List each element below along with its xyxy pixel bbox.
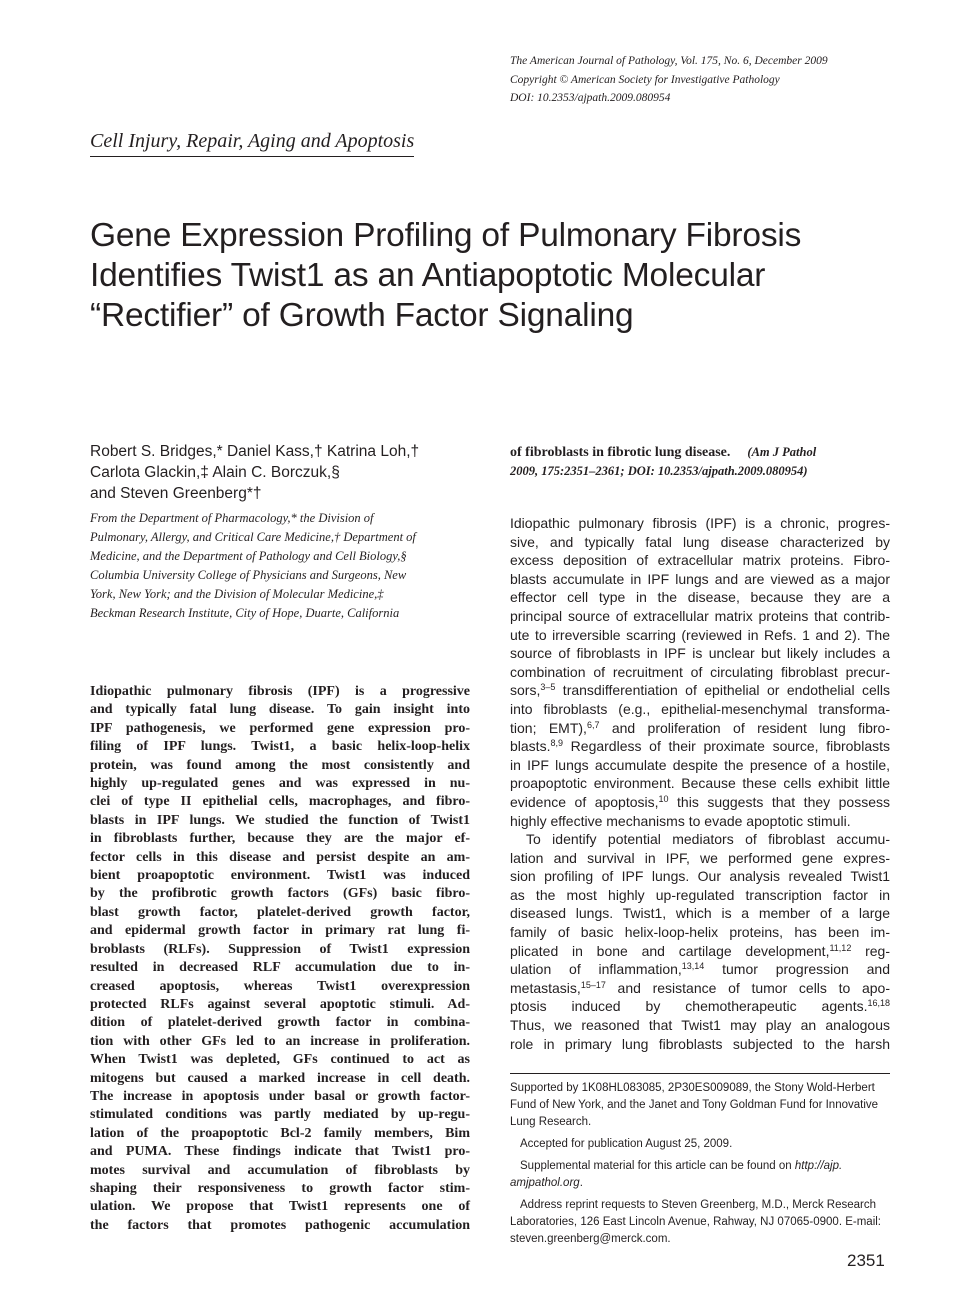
abstract-line: blasts in IPF lungs. We studied the function of Twist1	[90, 812, 470, 828]
body-line: in IPF lungs accumulate despite the presence of a hostile,	[510, 756, 890, 773]
reference-superscript[interactable]: 13,14	[681, 961, 705, 972]
affiliation-line: Pulmonary, Allergy, and Critical Care Medicine,† Department of	[90, 530, 416, 544]
reprint-note	[510, 1197, 890, 1248]
body-line: To identify potential mediators of fibroblast accumu-	[526, 831, 890, 848]
abstract-line: bient proapoptotic environment. Twist1 was induced	[90, 868, 470, 884]
body-line: proapoptotic environment. Because these cells exhibit little	[510, 775, 890, 792]
abstract-line: fector cells in this disease and persist despite an am-	[90, 849, 470, 865]
author-list	[90, 441, 480, 504]
abstract-line: the factors that promotes pathogenic accumulation	[90, 1217, 470, 1233]
abstract-last-line: of fibroblasts in fibrotic lung disease.	[510, 445, 731, 460]
body-line: effector cell type in the disease, because they are a	[510, 589, 890, 606]
abstract-line: by the profibrotic growth factors (GFs) basic fibro-	[90, 886, 470, 902]
abstract-line: shaping their responsiveness to growth factor stim-	[90, 1180, 470, 1196]
affiliation-line: From the Department of Pharmacology,* the Division of	[90, 511, 374, 525]
author-line: Carlota Glackin,‡ Alain C. Borczuk,§	[90, 464, 340, 481]
abstract-line: When Twist1 was depleted, GFs continued to act as	[90, 1052, 470, 1068]
title-line: “Rectifier” of Growth Factor Signaling	[90, 297, 634, 334]
author-line: Robert S. Bridges,* Daniel Kass,† Katrina Loh,†	[90, 443, 420, 460]
funding-line: Supported by 1K08HL083085, 2P30ES009089, the Stony Wold-Herbert	[510, 1082, 875, 1094]
reprint-line: Address reprint requests to Steven Greenberg, M.D., Merck Research	[520, 1199, 877, 1211]
abstract-line: and typically fatal lung disease. To gain insight into	[90, 702, 470, 718]
reprint-line: Laboratories, 126 East Lincoln Avenue, Rahway, NJ 07065-0900. E-mail:	[510, 1216, 881, 1228]
abstract-line: ulation. We propose that Twist1 represents one of	[90, 1199, 470, 1215]
abstract-continuation	[510, 443, 890, 481]
affiliation-line: York, New York; and the Division of Molecular Medicine,‡	[90, 587, 384, 601]
supplemental-note: Supplemental material for this article can be found on http://ajp.	[520, 1160, 843, 1172]
footnotes	[510, 1080, 890, 1248]
abstract-line: motes survival and accumulation of fibroblasts by	[90, 1162, 470, 1178]
body-line: into fibroblasts (e.g., epithelial-mesenchymal transforma-	[510, 700, 890, 717]
body-line: sors,$^{3-5}$ transdifferentiation of epithelial or endothelial cells	[510, 682, 890, 699]
citation-part1: (Am J Pathol	[747, 445, 817, 459]
supplemental-link-cont[interactable]: amjpathol.org	[510, 1177, 580, 1189]
abstract	[90, 683, 470, 1235]
affiliation-line: Medicine, and the Department of Pathology and Cell Biology,§	[90, 549, 407, 563]
reference-superscript[interactable]: 6,7	[586, 719, 600, 730]
body-line: sion profiling of IPF lungs. Our analysis revealed Twist1	[510, 868, 890, 885]
journal-citation: The American Journal of Pathology, Vol. 175, No. 6, December 2009	[510, 55, 828, 67]
body-line: highly effective mechanisms to evade apoptotic stimuli.	[510, 812, 851, 829]
body-line: ptosis induced by chemotherapeutic agents.$^{16,18}$	[510, 998, 890, 1015]
body-line: excess deposition of extracellular matrix proteins. Fibro-	[510, 552, 890, 569]
section-heading: Cell Injury, Repair, Aging and Apoptosis	[90, 130, 414, 157]
funding-line: Lung Research.	[510, 1116, 592, 1128]
body-line: as the most highly up-regulated transcription factor in	[510, 886, 890, 903]
page-number: 2351	[847, 1251, 885, 1270]
footnote-divider	[510, 1073, 890, 1074]
abstract-line: lation of the proapoptotic Bcl-2 family members, Bim	[90, 1125, 470, 1141]
supplemental-link[interactable]: http://ajp.	[794, 1160, 843, 1172]
accepted-note: Accepted for publication August 25, 2009.	[520, 1138, 733, 1150]
abstract-line: dition of platelet-derived growth factor in combina-	[90, 1015, 470, 1031]
body-line: combination of recruitment of circulating fibroblast precur-	[510, 663, 890, 680]
body-line: role in primary lung fibroblasts subjected to the harsh	[510, 1035, 890, 1052]
affiliation-line: Beckman Research Institute, City of Hope, Duarte, California	[90, 606, 400, 620]
body-line: ute to irreversible scarring (reviewed in Refs. 1 and 2). The	[510, 626, 890, 643]
title-line: Gene Expression Profiling of Pulmonary Fibrosis	[90, 217, 802, 254]
affiliations	[90, 509, 475, 623]
abstract-line: The increase in apoptosis under basal or growth factor-	[90, 1088, 470, 1104]
body-line: diseased lungs. Twist1, which is a member of a large	[510, 905, 890, 922]
body-line: blasts.$^{8,9}$ Regardless of their proximate source, fibroblasts	[510, 738, 890, 755]
body-line: ulation of inflammation,$^{13,14}$ tumor progression and	[510, 961, 890, 978]
body-line: Thus, we reasoned that Twist1 may play an analogous	[510, 1017, 890, 1034]
body-line: family of basic helix-loop-helix proteins, has been im-	[510, 924, 890, 941]
author-line: and Steven Greenberg*†	[90, 485, 262, 502]
abstract-line: tion with other GFs led to an increase in proliferation.	[90, 1033, 470, 1049]
reference-superscript[interactable]: 16,18	[867, 998, 890, 1009]
abstract-line: in fibroblasts further, because they are the major ef-	[90, 831, 470, 847]
abstract-line: blast growth factor, platelet-derived growth factor,	[90, 904, 470, 920]
funding-note	[510, 1080, 890, 1131]
reference-superscript[interactable]: 11,12	[829, 942, 852, 953]
copyright-line: Copyright © American Society for Investigative Pathology	[510, 73, 780, 86]
funding-line: Fund of New York, and the Janet and Tony Goldman Fund for Innovative	[510, 1099, 879, 1111]
body-line: source of fibroblasts in IPF is unclear but likely includes a	[510, 645, 890, 662]
body-line: evidence of apoptosis,$^{10}$ this suggests that they possess	[510, 793, 890, 810]
abstract-line: filing of IPF lungs. Twist1, a basic helix-loop-helix	[90, 739, 470, 755]
abstract-line: and epidermal growth factor in primary rat lung fi-	[90, 923, 470, 939]
abstract-line: creased apoptosis, whereas Twist1 overexpression	[90, 978, 470, 994]
affiliation-line: Columbia University College of Physicians and Surgeons, New	[90, 568, 407, 582]
title-line: Identifies Twist1 as an Antiapoptotic Molecular	[90, 257, 766, 294]
journal-header	[510, 52, 930, 108]
body-line: tion; EMT),$^{6,7}$ and proliferation of resident lung fibro-	[510, 719, 890, 736]
reference-superscript[interactable]: 10	[658, 793, 669, 804]
body-line: blasts accumulate in IPF lungs and are viewed as a major	[510, 570, 890, 587]
abstract-line: resulted in decreased RLF accumulation due to in-	[90, 960, 470, 976]
abstract-line: Idiopathic pulmonary fibrosis (IPF) is a progressive	[90, 684, 470, 699]
reference-superscript[interactable]: 3–5	[540, 682, 556, 693]
abstract-line: clei of type II epithelial cells, macrophages, and fibro-	[90, 794, 470, 810]
abstract-line: broblasts (RLFs). Suppression of Twist1 expression	[90, 941, 470, 957]
abstract-line: IPF pathogenesis, we performed gene expression pro-	[90, 720, 470, 736]
supplemental-note-cont: amjpathol.org.	[510, 1177, 583, 1189]
reference-superscript[interactable]: 15–17	[580, 979, 606, 990]
abstract-line: mitogens but caused a marked increase in cell death.	[90, 1070, 470, 1086]
body-line: principal source of extracellular matrix proteins that contrib-	[510, 607, 890, 624]
body-text	[510, 514, 890, 1053]
abstract-line: and PUMA. These findings indicate that Twist1 pro-	[90, 1144, 470, 1160]
abstract-line: protected RLFs against several apoptotic stimuli. Ad-	[90, 996, 470, 1012]
body-line: plicated in bone and cartilage development,$^{11,12}$ reg-	[510, 942, 890, 959]
article-title	[90, 216, 890, 336]
abstract-line: protein, was found among the most consistently and	[90, 757, 470, 773]
body-line: metastasis,$^{15-17}$ and resistance of tumor cells to apo-	[510, 979, 890, 996]
abstract-line: stimulated conditions was partly mediated by up-regu-	[90, 1107, 470, 1123]
body-line: sive, and typically fatal lung disease characterized by	[510, 533, 890, 550]
reference-superscript[interactable]: 8,9	[550, 738, 563, 749]
citation-part2: 2009, 175:2351–2361; DOI: 10.2353/ajpath.2009.080954)	[510, 464, 808, 478]
body-line: Idiopathic pulmonary fibrosis (IPF) is a chronic, progres-	[510, 515, 890, 531]
body-line: lation and survival in IPF, we performed gene expres-	[510, 849, 890, 866]
reprint-line: steven.greenberg@merck.com.	[510, 1233, 671, 1245]
abstract-line: highly up-regulated genes and was expressed in nu-	[90, 776, 470, 792]
doi-line: DOI: 10.2353/ajpath.2009.080954	[510, 92, 671, 104]
